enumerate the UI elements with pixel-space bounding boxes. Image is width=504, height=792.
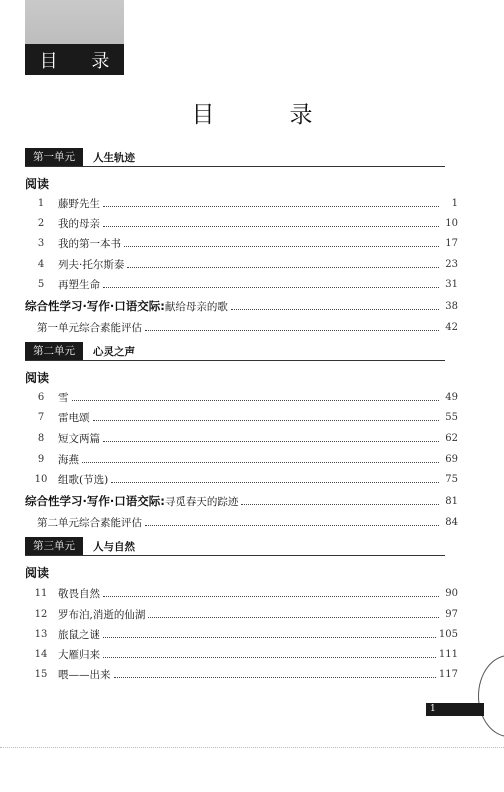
lesson-number: 1: [37, 197, 45, 209]
lesson-title: 再塑生命: [58, 278, 100, 291]
dot-leader: [103, 595, 439, 597]
unit-1-reading-heading: 阅读: [25, 177, 50, 191]
toc-entry-12[interactable]: [30, 607, 458, 621]
unit-2-reading-heading: 阅读: [25, 371, 50, 385]
comprehensive-label: 综合性学习·写作·口语交际:: [25, 494, 165, 508]
dot-leader: [103, 286, 439, 288]
page-number: 23: [445, 258, 458, 270]
page-number: 62: [445, 432, 458, 444]
unit-1-rule: [25, 166, 445, 167]
toc-entry-1[interactable]: [30, 196, 458, 210]
dot-leader: [103, 205, 439, 207]
unit-2-title: 心灵之声: [93, 345, 135, 358]
lesson-number: 5: [37, 278, 45, 290]
toc-entry-6[interactable]: [30, 390, 458, 404]
lesson-title: 短文两篇: [58, 432, 100, 445]
lesson-number: 8: [37, 432, 45, 444]
lesson-title: 藤野先生: [58, 197, 100, 210]
unit-1-title: 人生轨迹: [93, 151, 135, 164]
dot-leader: [111, 481, 439, 483]
lesson-number: 12: [34, 608, 48, 620]
toc-entry-comprehensive-1[interactable]: [25, 299, 458, 313]
toc-entry-evaluation-1[interactable]: [37, 320, 458, 334]
lesson-title: 组歌(节选): [58, 473, 109, 486]
page-number: 97: [445, 608, 458, 620]
page-number: 111: [438, 648, 458, 660]
dot-leader: [103, 440, 439, 442]
unit-3-header: [25, 537, 135, 555]
page-title: 目 录: [191, 102, 339, 128]
header-tab-label: 目 录: [25, 44, 124, 75]
lesson-title: 我的第一本书: [58, 237, 121, 250]
page-number-badge: 1: [426, 703, 484, 716]
toc-entry-10[interactable]: [30, 472, 458, 486]
dot-leader: [103, 225, 439, 227]
page-number: 105: [438, 628, 458, 640]
unit-2-label: 第二单元: [25, 342, 83, 360]
page-number: 69: [445, 453, 458, 465]
lesson-number: 2: [37, 217, 45, 229]
dot-leader: [231, 308, 439, 310]
dot-leader: [103, 636, 436, 638]
lesson-title: 我的母亲: [58, 217, 100, 230]
dot-leader: [241, 503, 439, 505]
lesson-title: 旅鼠之谜: [58, 628, 100, 641]
page-number: 31: [445, 278, 458, 290]
comprehensive-title: 寻觅春天的踪迹: [164, 495, 239, 508]
dot-leader: [148, 616, 439, 618]
toc-entry-evaluation-2[interactable]: [37, 515, 458, 529]
unit-2-header: [25, 342, 135, 360]
dot-leader: [145, 524, 439, 526]
page-number: 81: [445, 495, 458, 507]
lesson-title: 罗布泊,消逝的仙湖: [58, 608, 146, 621]
toc-entry-15[interactable]: [30, 667, 458, 681]
page-number: 10: [445, 217, 458, 229]
page-number: 17: [445, 237, 458, 249]
dot-leader: [124, 245, 439, 247]
page-number: 1: [451, 197, 458, 209]
toc-entry-4[interactable]: [30, 257, 458, 271]
lesson-title: 雪: [58, 391, 69, 404]
toc-entry-3[interactable]: [30, 236, 458, 250]
page-number: 75: [445, 473, 458, 485]
dot-leader: [127, 266, 439, 268]
toc-entry-2[interactable]: [30, 216, 458, 230]
unit-2-rule: [25, 360, 445, 361]
lesson-number: 3: [37, 237, 45, 249]
toc-entry-comprehensive-2[interactable]: [25, 494, 458, 508]
unit-3-label: 第三单元: [25, 537, 83, 555]
lesson-number: 7: [37, 411, 45, 423]
toc-entry-9[interactable]: [30, 452, 458, 466]
dot-leader: [103, 656, 436, 658]
lesson-number: 4: [37, 258, 45, 270]
unit-1-header: [25, 148, 135, 166]
comprehensive-label: 综合性学习·写作·口语交际:: [25, 299, 165, 313]
bottom-divider: [0, 747, 504, 748]
page-number: 38: [445, 300, 458, 312]
page-number: 90: [445, 587, 458, 599]
toc-entry-8[interactable]: [30, 431, 458, 445]
lesson-number: 14: [34, 648, 48, 660]
page-corner-arc: [478, 655, 504, 737]
lesson-number: 15: [34, 668, 48, 680]
lesson-title: 敬畏自然: [58, 587, 100, 600]
unit-3-title: 人与自然: [93, 540, 135, 553]
page-number: 117: [438, 668, 458, 680]
evaluation-title: 第一单元综合素能评估: [37, 321, 142, 334]
evaluation-title: 第二单元综合素能评估: [37, 516, 142, 529]
comprehensive-title: 献给母亲的歌: [164, 300, 228, 313]
page-number: 49: [445, 391, 458, 403]
lesson-number: 6: [37, 391, 45, 403]
page-number: 55: [445, 411, 458, 423]
dot-leader: [114, 676, 436, 678]
dot-leader: [93, 419, 440, 421]
toc-entry-11[interactable]: [30, 586, 458, 600]
toc-entry-14[interactable]: [30, 647, 458, 661]
dot-leader: [82, 461, 439, 463]
unit-1-label: 第一单元: [25, 148, 83, 166]
lesson-number: 13: [34, 628, 48, 640]
page-number: 42: [445, 321, 458, 333]
dot-leader: [145, 329, 439, 331]
lesson-title: 海燕: [58, 453, 79, 466]
dot-leader: [72, 399, 440, 401]
lesson-title: 喂——出来: [58, 668, 111, 681]
unit-3-reading-heading: 阅读: [25, 566, 50, 580]
page-number: 84: [445, 516, 458, 528]
toc-entry-7[interactable]: [30, 410, 458, 424]
toc-entry-13[interactable]: [30, 627, 458, 641]
lesson-number: 9: [37, 453, 45, 465]
toc-entry-5[interactable]: [30, 277, 458, 291]
lesson-title: 大雁归来: [58, 648, 100, 661]
lesson-title: 雷电颂: [58, 411, 90, 424]
lesson-number: 11: [34, 587, 48, 599]
lesson-number: 10: [34, 473, 48, 485]
lesson-title: 列夫·托尔斯泰: [58, 258, 125, 271]
unit-3-rule: [25, 555, 445, 556]
